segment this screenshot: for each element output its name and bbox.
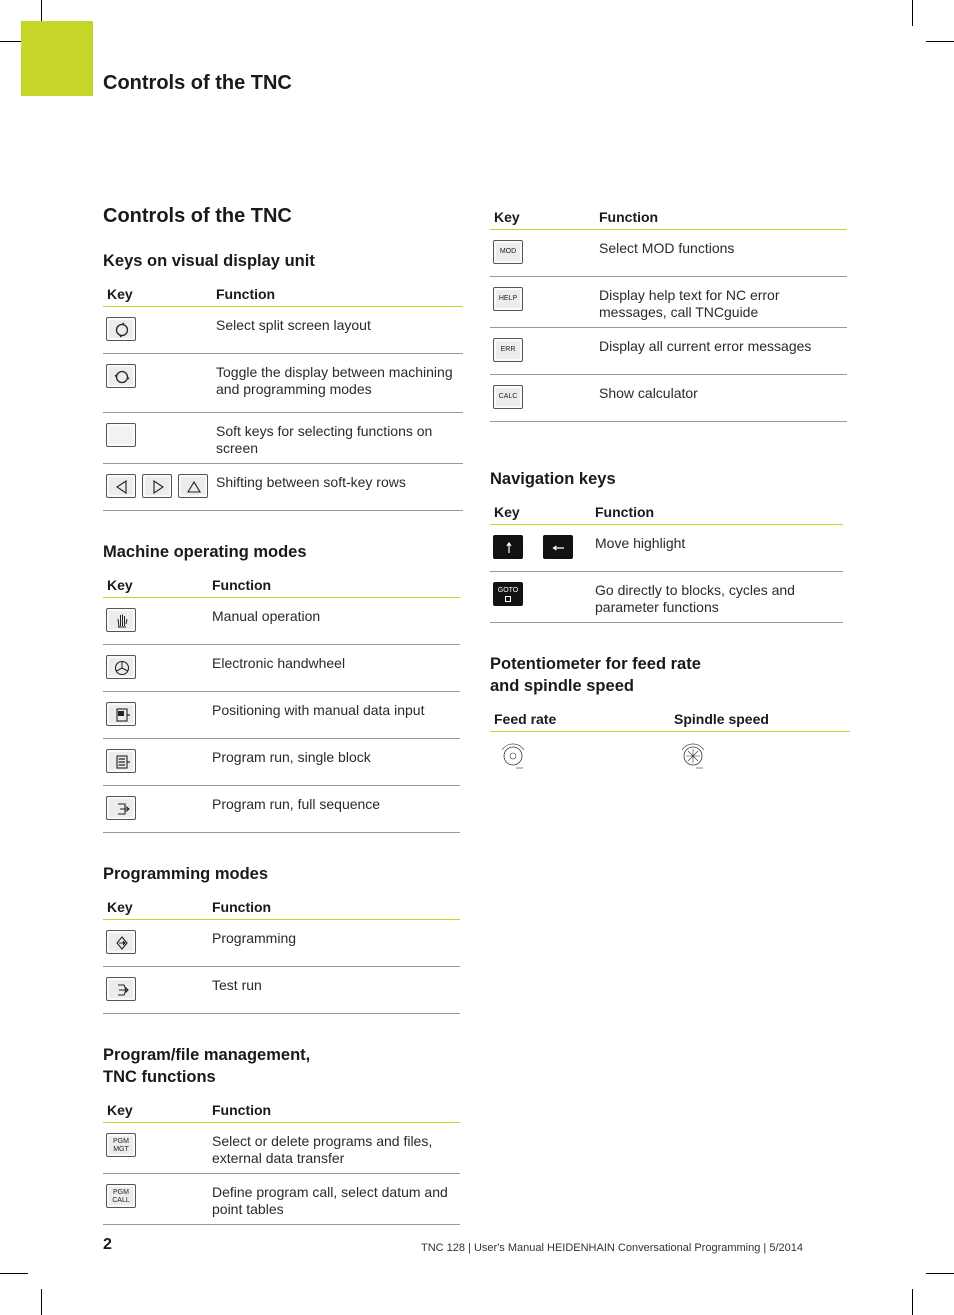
- arrow-up-icon: [178, 474, 208, 498]
- navigation-keys-table: [490, 504, 843, 623]
- left-column: [103, 205, 463, 1255]
- err-key: ERR: [493, 338, 523, 362]
- running-header: Controls of the TNC: [103, 72, 292, 94]
- pgm-mgt-key: PGM MGT: [106, 1133, 136, 1157]
- arrow-right-icon: [142, 474, 172, 498]
- table-row: [103, 354, 463, 413]
- function-text: Define program call, select datum and point tables: [208, 1174, 460, 1225]
- section-title-line: Program/file management,: [103, 1046, 311, 1064]
- table-row: [103, 464, 463, 511]
- table-row: [490, 375, 847, 422]
- col-header-function: Function: [208, 577, 460, 598]
- visual-keys-table: [103, 286, 463, 511]
- file-management-table: [103, 1102, 460, 1225]
- col-header-feed-rate: Feed rate: [490, 711, 670, 732]
- crop-mark: [926, 1273, 954, 1274]
- machine-modes-table: [103, 577, 460, 833]
- col-header-function: Function: [212, 286, 463, 307]
- mod-key: MOD: [493, 240, 523, 264]
- square-icon: [505, 596, 511, 602]
- function-text: Electronic handwheel: [208, 645, 460, 692]
- crop-mark: [912, 1289, 913, 1315]
- function-text: Select or delete programs and files, external data transfer: [208, 1123, 460, 1174]
- footer-text: TNC 128 | User's Manual HEIDENHAIN Conversational Programming | 5/2014: [421, 1242, 803, 1254]
- toggle-display-key-icon: [106, 364, 136, 388]
- arrow-left-key-icon: [543, 535, 573, 559]
- section-machine-modes: [103, 541, 463, 833]
- section-title-line: Potentiometer for feed rate: [490, 655, 701, 673]
- function-text: Program run, full sequence: [208, 786, 460, 833]
- arrow-up-key-icon: [493, 535, 523, 559]
- function-text: Select split screen layout: [212, 307, 463, 354]
- function-text: Program run, single block: [208, 739, 460, 786]
- feed-rate-dial-icon: [493, 738, 533, 778]
- table-row: [103, 1174, 460, 1225]
- table-row: [490, 525, 843, 572]
- function-text: Move highlight: [591, 525, 843, 572]
- function-text: Manual operation: [208, 598, 460, 645]
- col-header-key: Key: [103, 577, 208, 598]
- col-header-key: Key: [490, 504, 591, 525]
- mdi-positioning-icon: [106, 702, 136, 726]
- table-row: [103, 967, 460, 1014]
- section-potentiometer: [490, 653, 850, 784]
- test-run-icon: [106, 977, 136, 1001]
- manual-operation-hand-icon: [106, 608, 136, 632]
- page-number: 2: [103, 1236, 112, 1253]
- function-text: Soft keys for selecting functions on screen: [212, 413, 463, 464]
- single-block-icon: [106, 749, 136, 773]
- crop-mark: [926, 41, 954, 42]
- function-text: Display all current error messages: [595, 328, 847, 375]
- col-header-function: Function: [208, 1102, 460, 1123]
- function-text: Select MOD functions: [595, 230, 847, 277]
- function-text: Display help text for NC error messages, call TNCguide: [595, 277, 847, 328]
- col-header-key: Key: [490, 209, 595, 230]
- table-row: [490, 572, 843, 623]
- programming-modes-table: [103, 899, 460, 1014]
- table-row: [103, 1123, 460, 1174]
- function-text: Show calculator: [595, 375, 847, 422]
- col-header-key: Key: [103, 899, 208, 920]
- goto-key: GOTO: [493, 582, 523, 606]
- table-row: [103, 413, 463, 464]
- spindle-speed-dial-icon: [673, 738, 713, 778]
- function-text: Go directly to blocks, cycles and parameter functions: [591, 572, 843, 623]
- function-text: Programming: [208, 920, 460, 967]
- section-tnc-functions: [490, 209, 850, 422]
- table-row: [490, 277, 847, 328]
- handwheel-icon: [106, 655, 136, 679]
- function-text: Test run: [208, 967, 460, 1014]
- function-text: Shifting between soft-key rows: [212, 464, 463, 511]
- table-row: [103, 645, 460, 692]
- table-row: [490, 732, 850, 785]
- section-title: Navigation keys: [490, 470, 616, 488]
- right-column: [490, 205, 850, 814]
- section-title: [103, 1044, 463, 1088]
- potentiometer-table: [490, 711, 850, 784]
- col-header-function: Function: [208, 899, 460, 920]
- crop-mark: [41, 1289, 42, 1315]
- section-title-line: TNC functions: [103, 1068, 216, 1086]
- help-key: HELP: [493, 287, 523, 311]
- programming-icon: [106, 930, 136, 954]
- section-visual-display: [103, 250, 463, 511]
- section-title-line: and spindle speed: [490, 677, 634, 695]
- chapter-color-tab: [21, 21, 93, 96]
- table-row: [103, 786, 460, 833]
- col-header-key: Key: [103, 1102, 208, 1123]
- section-title: Machine operating modes: [103, 543, 307, 561]
- pgm-call-key: PGM CALL: [106, 1184, 136, 1208]
- section-title: Keys on visual display unit: [103, 252, 315, 270]
- arrow-left-icon: [106, 474, 136, 498]
- col-header-key: Key: [103, 286, 212, 307]
- col-header-function: Function: [595, 209, 847, 230]
- crop-mark: [0, 1273, 28, 1274]
- crop-mark: [912, 0, 913, 26]
- table-row: [103, 307, 463, 354]
- col-header-spindle-speed: Spindle speed: [670, 711, 850, 732]
- section-title: Programming modes: [103, 865, 269, 883]
- table-row: [103, 920, 460, 967]
- table-row: [490, 230, 847, 277]
- function-text: Positioning with manual data input: [208, 692, 460, 739]
- page-title: Controls of the TNC: [103, 205, 292, 227]
- section-programming-modes: [103, 863, 463, 1014]
- table-row: [103, 739, 460, 786]
- section-navigation-keys: [490, 468, 850, 623]
- split-screen-key-icon: [106, 317, 136, 341]
- section-title: [490, 653, 850, 697]
- function-text: Toggle the display between machining and programming modes: [212, 354, 463, 413]
- table-row: [490, 328, 847, 375]
- calc-key: CALC: [493, 385, 523, 409]
- full-sequence-icon: [106, 796, 136, 820]
- table-row: [103, 598, 460, 645]
- section-file-management: [103, 1044, 463, 1225]
- col-header-function: Function: [591, 504, 843, 525]
- tnc-functions-table: [490, 209, 847, 422]
- soft-key-icon: [106, 423, 136, 447]
- table-row: [103, 692, 460, 739]
